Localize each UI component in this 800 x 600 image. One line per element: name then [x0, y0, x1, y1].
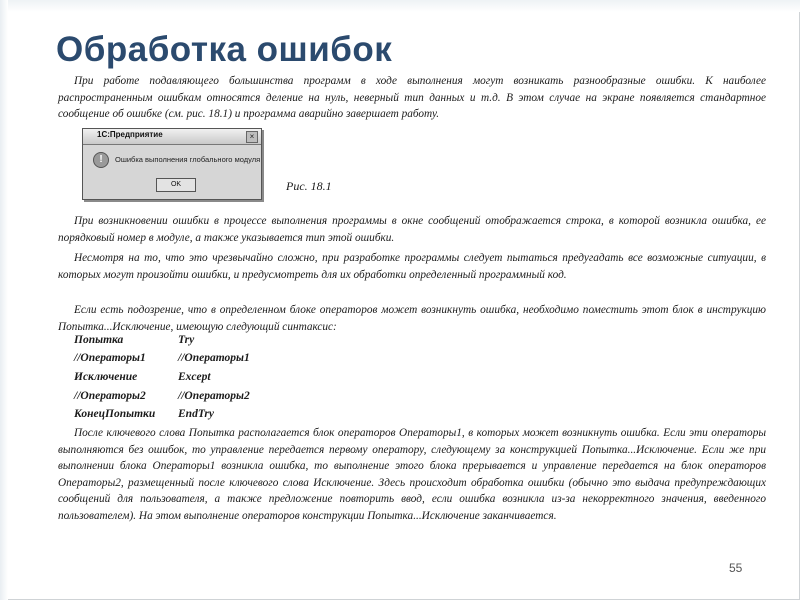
- dialog-message: Ошибка выполнения глобального модуля: [115, 155, 261, 164]
- syntax-keyword-en: //Операторы1: [178, 352, 250, 364]
- slide-left-band: [0, 0, 8, 600]
- syntax-keyword-ru: Исключение: [74, 371, 138, 383]
- warning-icon: !: [93, 152, 109, 168]
- syntax-keyword-ru: Попытка: [74, 334, 124, 346]
- slide-top-band: [0, 0, 800, 12]
- syntax-row: [74, 390, 374, 406]
- syntax-keyword-en: //Операторы2: [178, 390, 250, 402]
- figure-caption: Рис. 18.1: [286, 179, 332, 193]
- paragraph-anticipate: Несмотря на то, что это чрезвычайно сложно, при разработке программы следует пытаться предугадать все возможные ситуации, в которых могут произойти ошибки, и предусмотреть для их обработки определенный программный код.: [58, 252, 766, 281]
- syntax-keyword-en: Except: [178, 371, 211, 383]
- syntax-row: [74, 371, 374, 387]
- syntax-keyword-ru: КонецПопытки: [74, 408, 156, 420]
- syntax-keyword-en: EndTry: [178, 408, 214, 420]
- slide-title: Обработка ошибок: [56, 30, 393, 69]
- page-number: 55: [729, 561, 743, 575]
- syntax-keyword-ru: //Операторы1: [74, 352, 146, 364]
- syntax-row: [74, 352, 374, 368]
- syntax-row: [74, 334, 374, 350]
- syntax-keyword-ru: //Операторы2: [74, 390, 146, 402]
- syntax-row: [74, 408, 374, 424]
- paragraph-error-line: При возникновении ошибки в процессе выполнения программы в окне сообщений отображается строка, в которой возникла ошибка, ее порядковый номер в модуле, а также указывается тип этой ошибки.: [58, 215, 766, 244]
- dialog-titlebar: [83, 129, 261, 145]
- close-icon: ×: [246, 131, 258, 143]
- syntax-keyword-en: Try: [178, 334, 195, 346]
- dialog-title: 1С:Предприятие: [97, 130, 163, 139]
- error-dialog-figure: [82, 128, 262, 200]
- dialog-ok-button: OK: [156, 178, 196, 192]
- paragraph-try-intro: Если есть подозрение, что в определенном блоке операторов может возникнуть ошибка, необходимо поместить этот блок в инструкцию Попытка...Исключение, имеющую следующий синтаксис:: [58, 304, 766, 333]
- paragraph-intro: При работе подавляющего большинства программ в ходе выполнения могут возникать разнообразные ошибки. К наиболее распространенным ошибкам относятся деление на нуль, неверный тип данных и т.д. В этом случае на экране появляется стандартное сообщение об ошибке (см. рис. 18.1) и программа аварийно завершает работу.: [58, 75, 766, 120]
- paragraph-try-explained: После ключевого слова Попытка располагается блок операторов Операторы1, в которых может возникнуть ошибка. Если эти операторы выполняются без ошибок, то управление передается первому оператору, следующему за конструкцией Попытка...Исключение. Если же при выполнении блока Операторы1 возникла ошибка, то выполнение этого блока прерывается и управление передается на блок операторов Операторы2, размещенный после ключевого слова Исключение. Здесь происходит обработка ошибки (обычно это выдача предупреждающих сообщений для пользователя, а также предложение повторить ввод, если ошибка возникла из-за некорректного значения, введенного пользователем). На этом выполнение операторов конструкции Попытка...Исключение заканчивается.: [58, 427, 766, 522]
